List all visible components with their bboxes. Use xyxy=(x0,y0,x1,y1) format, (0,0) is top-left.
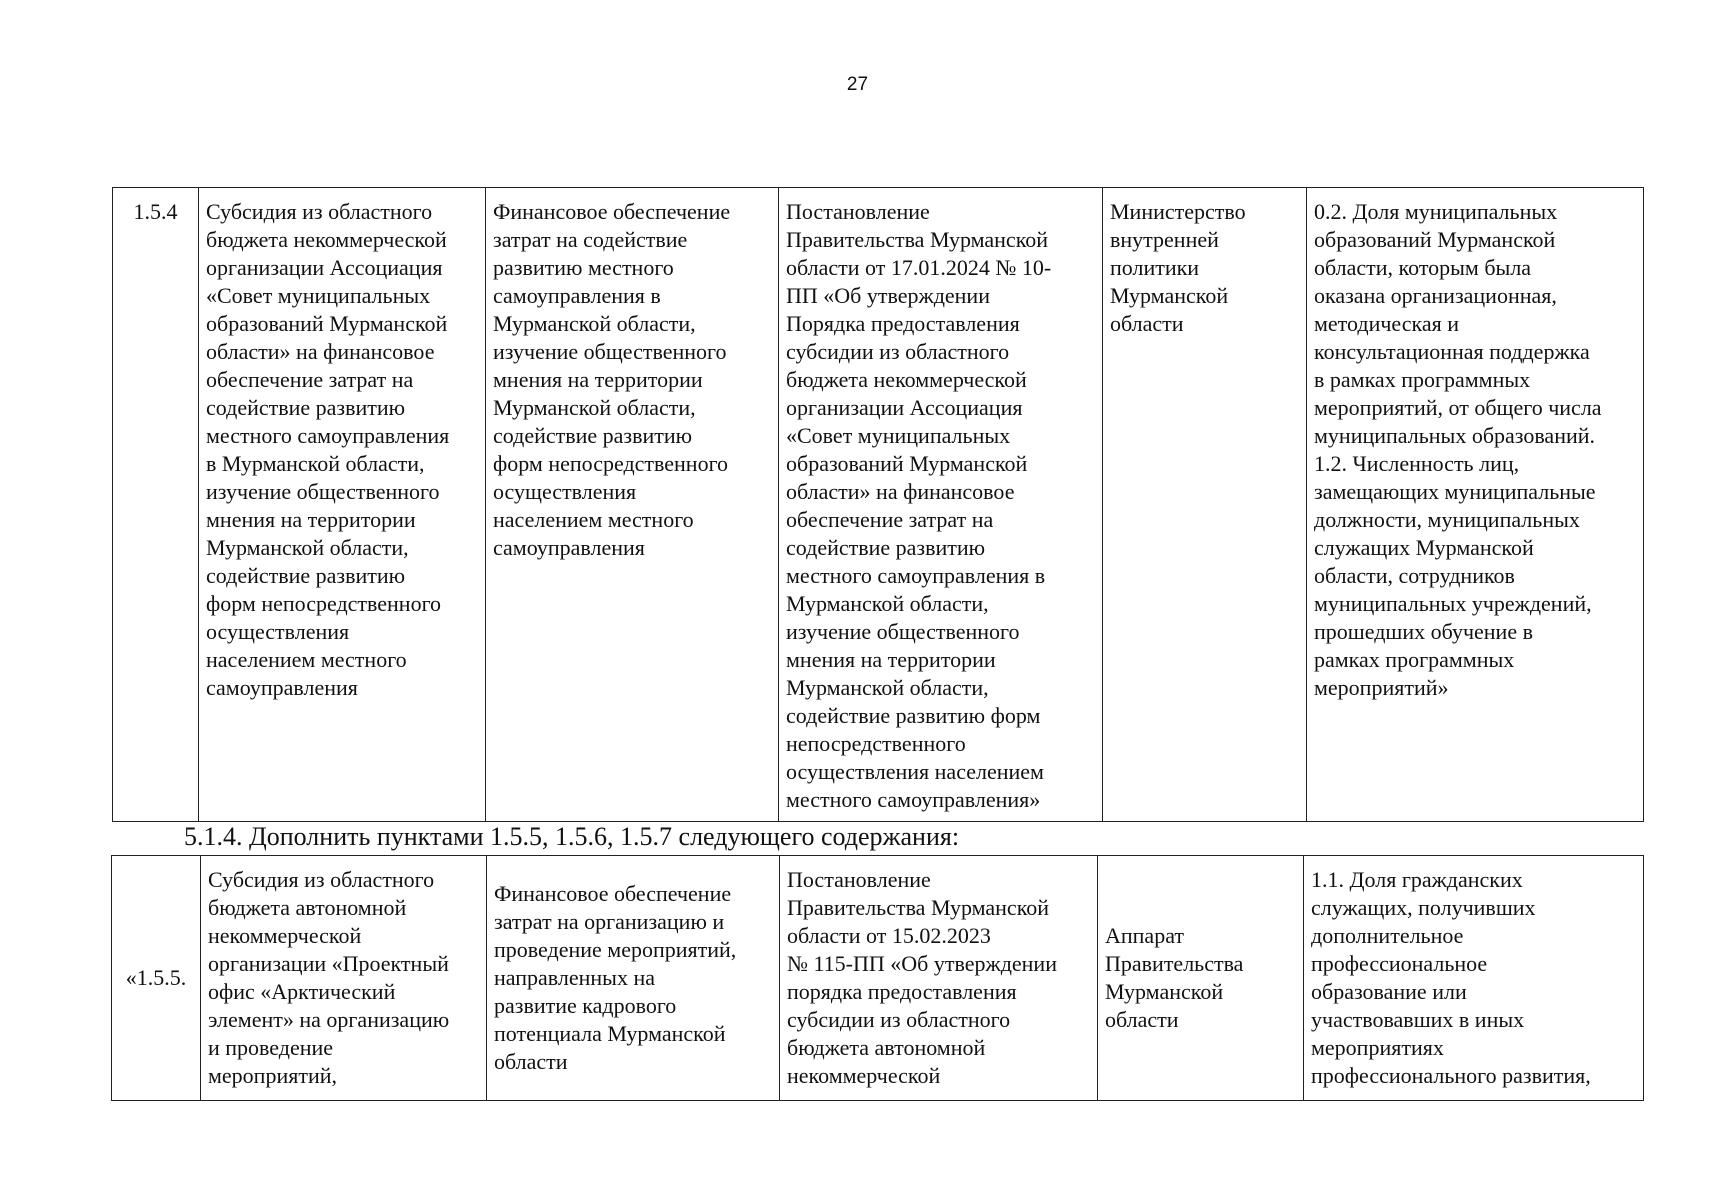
responsible-authority-cell: Аппарат Правительства Мурманской области xyxy=(1098,856,1304,1101)
indicators-cell: 0.2. Доля муниципальных образований Мурманской области, которым была оказана организационная, методическая и консультационная поддержка в рамках программных мероприятий, от общего числа муниципальных образований. 1.2. Численность лиц, замещающих муниципальные должности, муниципальных служащих Мурманской области, сотрудников муниципальных учреждений, прошедших обучение в рамках программных мероприятий» xyxy=(1307,188,1644,822)
subsidy-name-cell: Субсидия из областного бюджета автономной некоммерческой организации «Проектный офис «Арктический элемент» на организацию и проведение мероприятий, xyxy=(201,856,487,1101)
table-row xyxy=(112,856,1644,1101)
page-number: 27 xyxy=(846,74,869,95)
subsidy-purpose-cell: Финансовое обеспечение затрат на организацию и проведение мероприятий, направленных на развитие кадрового потенциала Мурманской области xyxy=(487,856,780,1101)
subsidy-table-1-5-5 xyxy=(111,855,1644,1101)
regulation-cell: Постановление Правительства Мурманской области от 15.02.2023 № 115-ПП «Об утверждении порядка предоставления субсидии из областного бюджета автономной некоммерческой xyxy=(780,856,1098,1101)
subsidy-name-cell: Субсидия из областного бюджета некоммерческой организации Ассоциация «Совет муниципальных образований Мурманской области» на финансовое обеспечение затрат на содействие развитию местного самоуправления в Мурманской области, изучение общественного мнения на территории Мурманской области, содействие развитию форм непосредственного осуществления населением местного самоуправления xyxy=(199,188,486,822)
subsidy-purpose-cell: Финансовое обеспечение затрат на содействие развитию местного самоуправления в Мурманской области, изучение общественного мнения на территории Мурманской области, содействие развитию форм непосредственного осуществления населением местного самоуправления xyxy=(486,188,779,822)
section-heading: 5.1.4. Дополнить пунктами 1.5.5, 1.5.6, 1.5.7 следующего содержания: xyxy=(184,822,960,851)
regulation-cell: Постановление Правительства Мурманской области от 17.01.2024 № 10- ПП «Об утверждении Порядка предоставления субсидии из областного бюджета некоммерческой организации Ассоциация «Совет муниципальных образований Мурманской области» на финансовое обеспечение затрат на содействие развитию местного самоуправления в Мурманской области, изучение общественного мнения на территории Мурманской области, содействие развитию форм непосредственного осуществления населением местного самоуправления» xyxy=(779,188,1103,822)
subsidy-table-1-5-4 xyxy=(112,187,1644,822)
row-number-cell: «1.5.5. xyxy=(112,856,201,1101)
table-row xyxy=(113,188,1644,822)
responsible-authority-cell: Министерство внутренней политики Мурманской области xyxy=(1103,188,1307,822)
row-number-cell: 1.5.4 xyxy=(113,188,199,822)
indicators-cell: 1.1. Доля гражданских служащих, получивших дополнительное профессиональное образование или участвовавших в иных мероприятиях профессионального развития, xyxy=(1304,856,1644,1101)
